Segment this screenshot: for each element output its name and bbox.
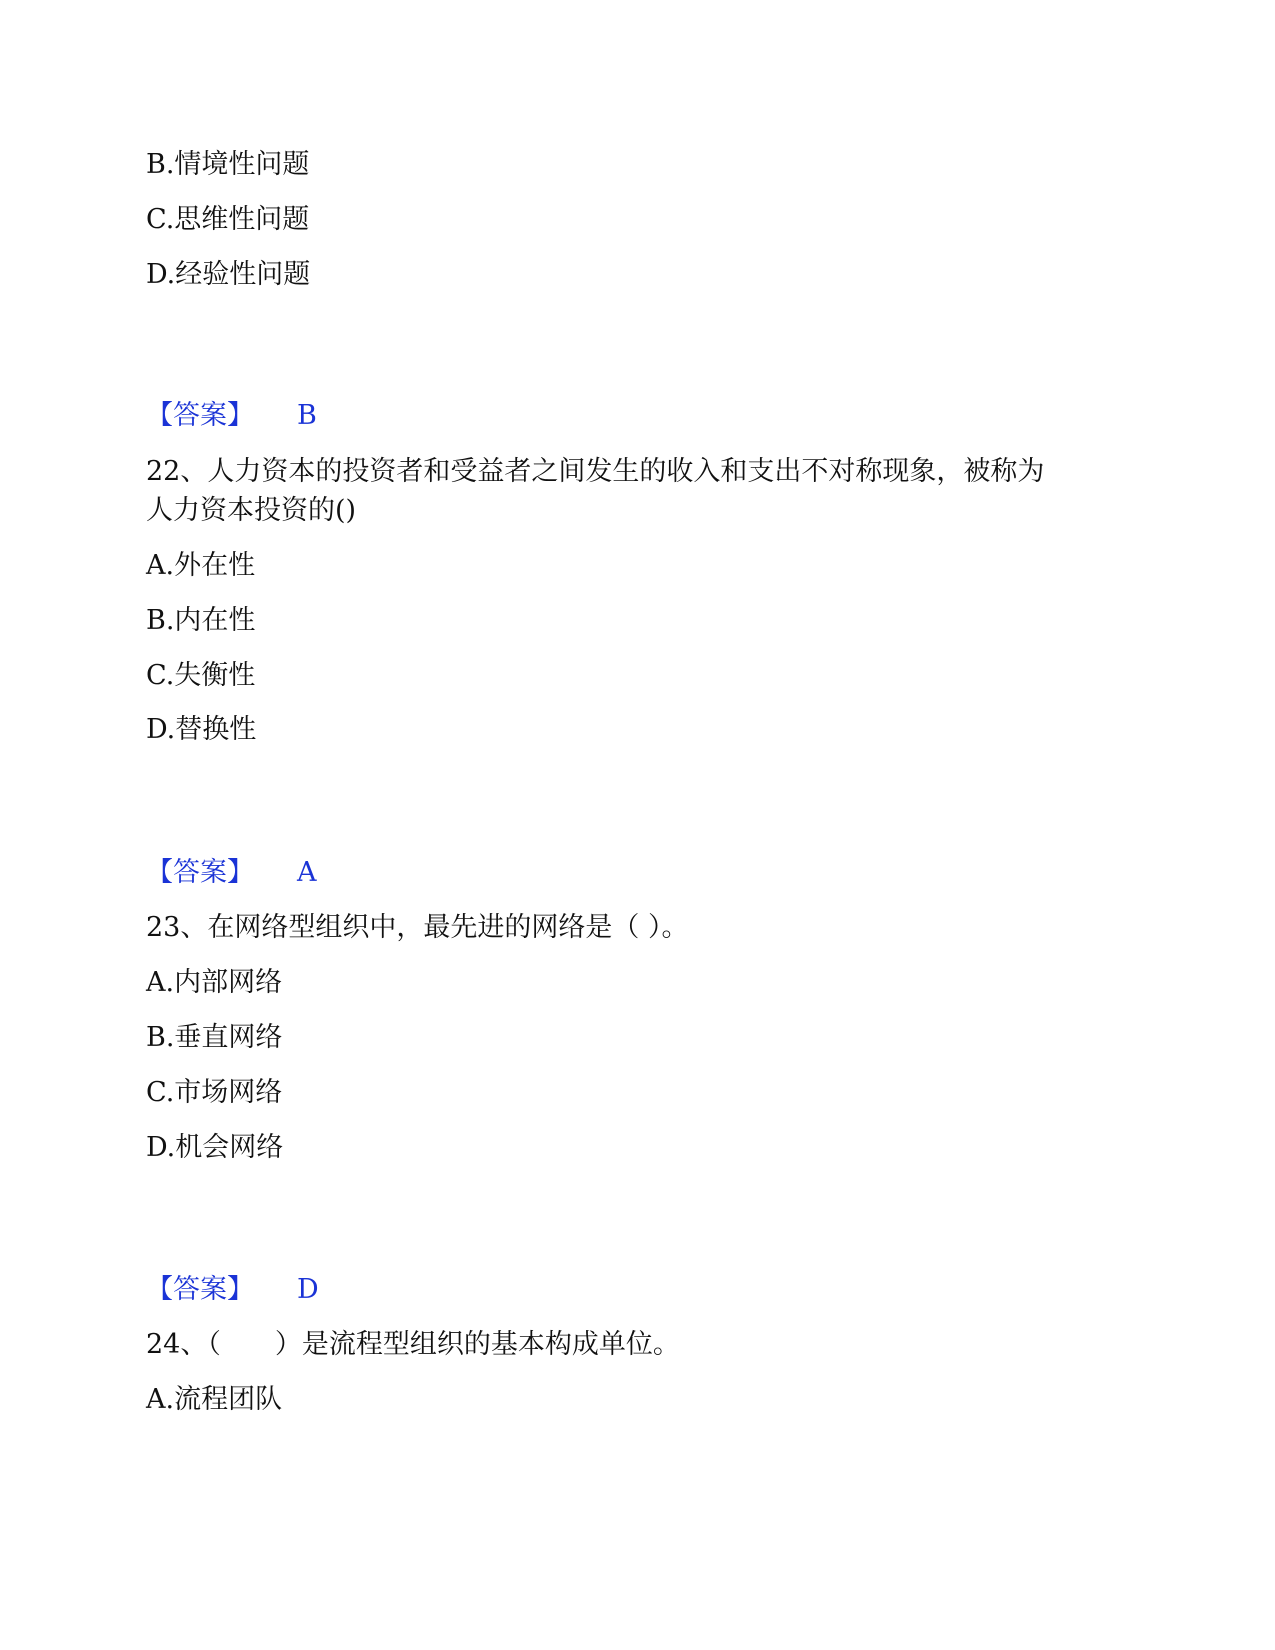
q22-answer — [146, 855, 317, 891]
answer-value: D — [297, 1274, 319, 1305]
answer-label: 【答案】 — [146, 1274, 254, 1305]
q21-option-d: D.经验性问题 — [146, 259, 311, 290]
q23-option-c: C.市场网络 — [146, 1077, 283, 1108]
q21-option-b: B.情境性问题 — [146, 149, 310, 180]
q23-option-a: A.内部网络 — [146, 967, 283, 998]
q23-question: 23、在网络型组织中，最先进的网络是（ ）。 — [146, 912, 689, 943]
q21-option-c: C.思维性问题 — [146, 204, 310, 235]
q24-option-a: A.流程团队 — [146, 1384, 283, 1415]
answer-value: B — [297, 400, 317, 431]
q22-option-c: C.失衡性 — [146, 660, 256, 691]
answer-value: A — [297, 857, 317, 888]
answer-label: 【答案】 — [146, 857, 254, 888]
q22-question-line2: 人力资本投资的() — [146, 495, 357, 526]
answer-label: 【答案】 — [146, 400, 254, 431]
q24-question: 24、（ ）是流程型组织的基本构成单位。 — [146, 1329, 680, 1360]
q23-answer — [146, 1272, 319, 1308]
q23-option-d: D.机会网络 — [146, 1132, 284, 1163]
q22-option-b: B.内在性 — [146, 605, 256, 636]
q22-option-a: A.外在性 — [146, 550, 256, 581]
q23-option-b: B.垂直网络 — [146, 1022, 283, 1053]
q21-answer — [146, 398, 317, 434]
q22-option-d: D.替换性 — [146, 714, 257, 745]
q22-question-line1: 22、人力资本的投资者和受益者之间发生的收入和支出不对称现象，被称为 — [146, 456, 1045, 487]
